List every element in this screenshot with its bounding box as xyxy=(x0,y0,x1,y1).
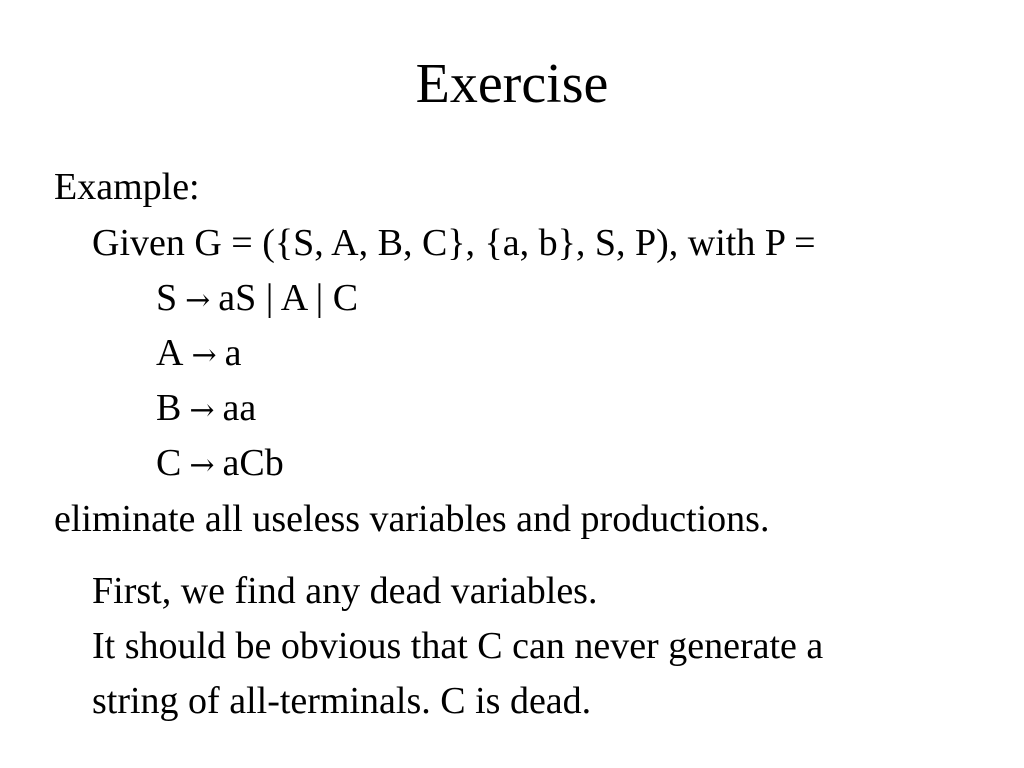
task-statement: eliminate all useless variables and productions. xyxy=(54,498,770,540)
production-lhs: C xyxy=(156,442,182,484)
grammar-definition: Given G = ({S, A, B, C}, {a, b}, S, P), with P = xyxy=(92,222,816,264)
production-rhs: aa xyxy=(222,387,257,429)
right-arrow-icon: → xyxy=(191,338,217,373)
production-a xyxy=(156,330,241,379)
slide-title: Exercise xyxy=(415,53,609,115)
production-rhs: aCb xyxy=(222,442,284,484)
production-rhs: a xyxy=(224,332,242,374)
answer-line-1: First, we find any dead variables. xyxy=(92,570,598,612)
production-rhs: aS | A | C xyxy=(218,277,359,319)
production-s xyxy=(156,275,358,324)
example-label: Example: xyxy=(54,166,200,208)
production-c xyxy=(156,440,284,489)
production-lhs: A xyxy=(156,332,184,374)
right-arrow-icon: → xyxy=(189,393,215,428)
right-arrow-icon: → xyxy=(185,283,211,318)
answer-line-3: string of all-terminals. C is dead. xyxy=(92,680,592,722)
right-arrow-icon: → xyxy=(189,448,215,483)
production-lhs: S xyxy=(156,277,178,319)
production-b xyxy=(156,385,256,434)
production-lhs: B xyxy=(156,387,182,429)
answer-line-2: It should be obvious that C can never generate a xyxy=(92,625,824,667)
